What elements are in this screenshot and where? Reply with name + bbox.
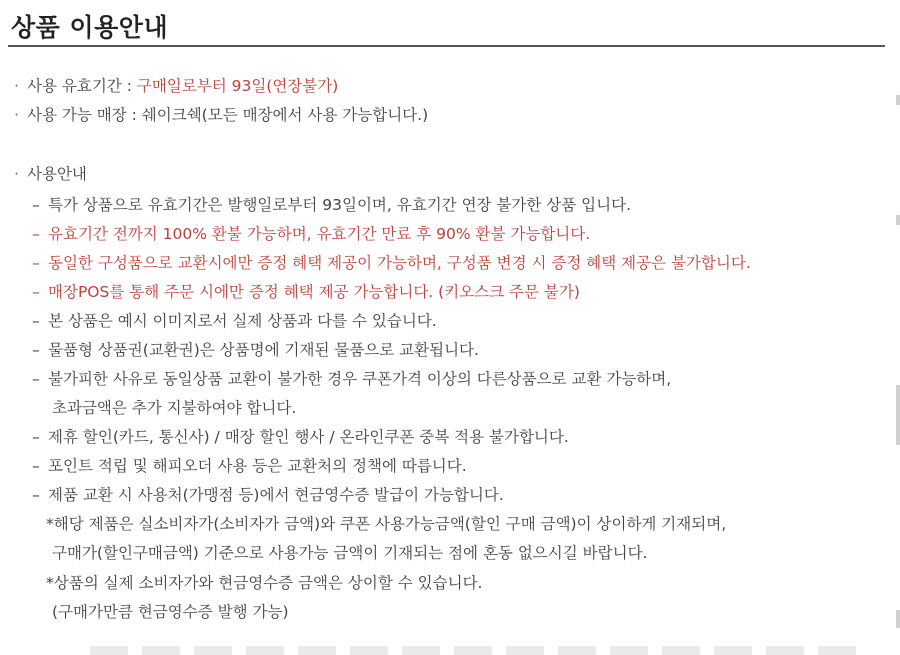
guide-header: 사용안내	[27, 165, 87, 183]
dash-marker: –	[32, 486, 40, 504]
right-edge-fragment	[896, 610, 900, 628]
validity-value: 구매일로부터 93일(연장불가)	[136, 77, 339, 95]
guide-item-continuation	[52, 398, 296, 418]
guide-item-text: 유효기간 전까지 100% 환불 가능하며, 유효기간 만료 후 90% 환불 가능합니다.	[48, 225, 591, 243]
validity-line	[14, 76, 338, 96]
guide-note-text: (구매가만큼 현금영수증 발행 가능)	[52, 603, 289, 621]
guide-note-text: 구매가(할인구매금액) 기준으로 사용가능 금액이 기재되는 점에 혼동 없으시길 바랍니다.	[52, 544, 648, 562]
guide-note-continuation	[52, 602, 289, 622]
guide-item-highlight	[32, 253, 751, 273]
guide-item-text: 동일한 구성품으로 교환시에만 증정 혜택 제공이 가능하며, 구성품 변경 시 증정 혜택 제공은 불가합니다.	[48, 254, 751, 272]
right-edge-fragment	[896, 95, 900, 105]
dash-marker: –	[32, 196, 40, 214]
dash-marker: –	[32, 428, 40, 446]
guide-item-text: 불가피한 사유로 동일상품 교환이 불가한 경우 쿠폰가격 이상의 다른상품으로 교환 가능하며,	[48, 370, 672, 388]
page-title: 상품 이용안내	[11, 13, 169, 42]
guide-note-continuation	[52, 543, 647, 563]
guide-item-text: 포인트 적립 및 해피오더 사용 등은 교환처의 정책에 따릅니다.	[48, 457, 467, 475]
guide-item	[32, 485, 504, 505]
guide-note	[46, 514, 726, 534]
guide-note-text: *상품의 실제 소비자가와 현금영수증 금액은 상이할 수 있습니다.	[46, 574, 483, 592]
dash-marker: –	[32, 341, 40, 359]
title-divider	[8, 45, 885, 47]
dash-marker: –	[32, 283, 40, 301]
cropped-text-fragment	[90, 646, 870, 655]
dash-marker: –	[32, 457, 40, 475]
guide-item-text: 특가 상품으로 유효기간은 발행일로부터 93일이며, 유효기간 연장 불가한 상품 입니다.	[48, 196, 632, 214]
dash-marker: –	[32, 312, 40, 330]
dash-marker: –	[32, 370, 40, 388]
store-value: 쉐이크쉑(모든 매장에서 사용 가능합니다.)	[141, 106, 429, 124]
guide-item-text: 물품형 상품권(교환권)은 상품명에 기재된 물품으로 교환됩니다.	[48, 341, 479, 359]
guide-item-highlight	[32, 224, 590, 244]
bullet-marker: ·	[14, 77, 19, 95]
guide-item-text: 제품 교환 시 사용처(가맹점 등)에서 현금영수증 발급이 가능합니다.	[48, 486, 504, 504]
right-edge-fragment	[896, 385, 900, 445]
guide-item	[32, 369, 671, 389]
store-line	[14, 105, 428, 125]
right-edge-fragment	[896, 215, 900, 225]
guide-item-text: 본 상품은 예시 이미지로서 실제 상품과 다를 수 있습니다.	[48, 312, 437, 330]
guide-item-text: 매장POS를 통해 주문 시에만 증정 혜택 제공 가능합니다. (키오스크 주문 불가)	[48, 283, 580, 301]
guide-item	[32, 195, 631, 215]
guide-item-text: 제휴 할인(카드, 통신사) / 매장 할인 행사 / 온라인쿠폰 중복 적용 불가합니다.	[48, 428, 569, 446]
guide-item	[32, 340, 479, 360]
guide-item-highlight	[32, 282, 580, 302]
guide-item	[32, 311, 437, 331]
guide-item	[32, 456, 467, 476]
validity-label: 사용 유효기간 :	[27, 77, 137, 95]
guide-item	[32, 427, 569, 447]
dash-marker: –	[32, 254, 40, 272]
store-label: 사용 가능 매장 :	[27, 106, 142, 124]
bullet-marker: ·	[14, 106, 19, 124]
guide-note	[46, 573, 482, 593]
guide-item-text: 초과금액은 추가 지불하여야 합니다.	[52, 399, 297, 417]
bullet-marker: ·	[14, 165, 19, 183]
guide-note-text: *해당 제품은 실소비자가(소비자가 금액)와 쿠폰 사용가능금액(할인 구매 금액)이 상이하게 기재되며,	[46, 515, 727, 533]
guide-header-line	[14, 164, 87, 184]
dash-marker: –	[32, 225, 40, 243]
